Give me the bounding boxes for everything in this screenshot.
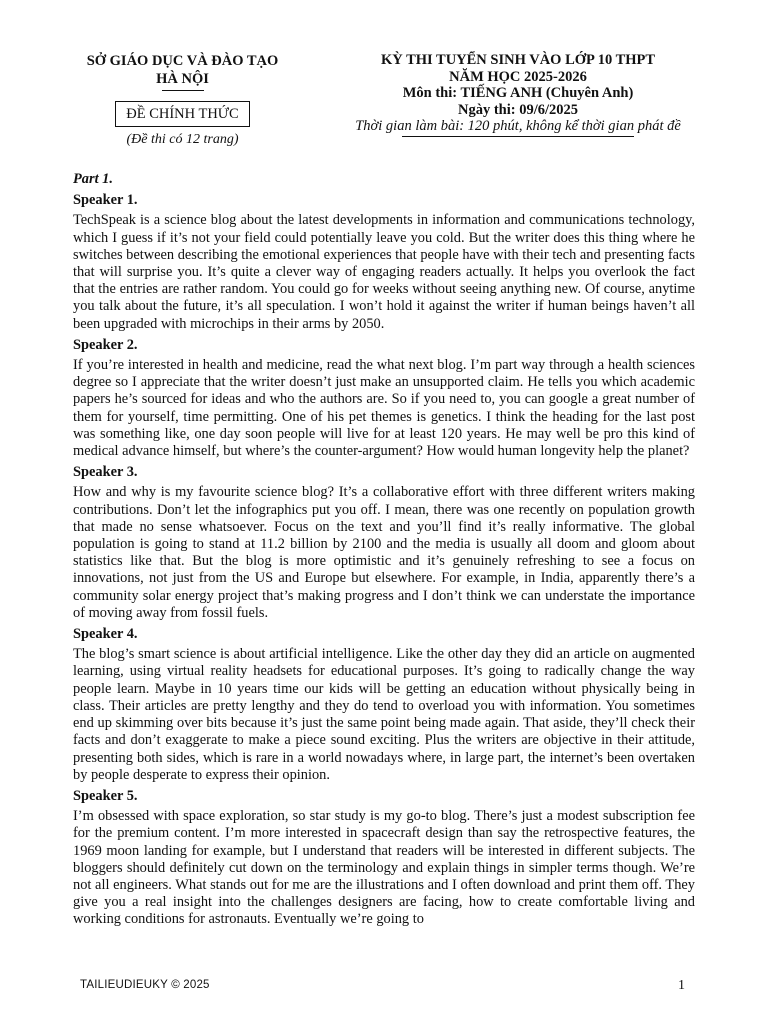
speaker-label: Speaker 4. (73, 626, 138, 643)
speaker-label: Speaker 5. (73, 787, 138, 804)
short-divider (162, 90, 204, 91)
city-name: HÀ NỘI (156, 71, 209, 87)
page-count-note: (Đề thi có 12 trang) (126, 132, 239, 147)
transcript-content (73, 171, 695, 929)
speaker-transcript: If you’re interested in health and medicine, read the what next blog. I’m part way through a health sciences degree so I appreciate that the writer doesn’t just make an unsupported claim. He tells you which academic papers he’s sourced for ideas and who the authors are. So if you need to, you can google a great number of them for yourself, time permitting. One of his pet themes is genetics. I think the heading for the last post was something like, one day soon people will live for at least 120 years. He may well be pro this kind of medical advance himself, but where’s the counter-argument? How would human longevity help the planet? (73, 357, 695, 460)
part-heading: Part 1. (73, 171, 113, 187)
exam-title: KỲ THI TUYỂN SINH VÀO LỚP 10 THPT (380, 52, 656, 68)
issuing-authority-block (60, 52, 305, 148)
exam-date: Ngày thi: 09/6/2025 (457, 101, 579, 118)
school-year: NĂM HỌC 2025-2026 (449, 68, 587, 85)
speaker-transcript: TechSpeak is a science blog about the latest developments in information and communications technology, which I guess if it’s not your field could potentially leave you cold. But the writer does this thing where he switches between describing the emotional experiences that people have with their tech and presenting facts that will surprise you. It’s quite a clever way of engaging readers actually. It helps you overlook the fact that the entries are rather random. You could go for weeks without seeing anything new. Of course, anytime you talk about the future, it’s all speculation. I won’t hold it against the writer if human beings haven’t all been upgraded with microchips in their arms by 2050. (73, 212, 695, 332)
speaker-transcript: I’m obsessed with space exploration, so star study is my go-to blog. There’s just a modest subscription fee for the premium content. I’m more interested in spacecraft design than say the retrospective features, the 1969 moon landing for example, but I understand that readers will be interested in different subjects. The bloggers should definitely cut down on the terminology and explain things in simpler terms though. We’re not all engineers. What stands out for me are the illustrations and I often download and print them off. They give you a real insight into the challenges designers are facing, how to create comfortable living and working conditions for astronauts. Eventually we’re going to (73, 808, 695, 928)
speaker-label: Speaker 1. (73, 192, 138, 209)
speaker-transcript: The blog’s smart science is about artificial intelligence. Like the other day they did an article on augmented learning, using virtual reality headsets for educational purposes. It’s going to radically change the way people learn. Maybe in 10 years time our kids will be getting an education without physically being in class. Their articles are pretty lengthy and they do tend to overload you with information. You sometimes end up skimming over bits because it’s just the same point being made again. That aside, they’ll check their facts and don’t exaggerate to make a piece sound exciting. Plus the writers are objective in their attitude, presenting both sides, which is rare in a world nowadays where, in large part, the internet’s been overtaken by people desperate to express their opinion. (73, 646, 695, 783)
department-name: SỞ GIÁO DỤC VÀ ĐÀO TẠO (86, 53, 279, 69)
footer-watermark: TAILIEUDIEUKY © 2025 (80, 979, 210, 991)
long-divider (402, 136, 634, 137)
speaker-transcript: How and why is my favourite science blog? It’s a collaborative effort with three different writers making contributions. Don’t let the infographics put you off. I mean, there was one recently on population growth that made no sense whatsoever. Focus on the text and you’ll find it’s really informative. The global population is going to stand at 11.2 billion by 2100 and the media is usually all doom and gloom about statistics like that. But the blog is more optimistic and it’s genuinely refreshing to see a focus on innovations, not just from the US and Europe but elsewhere. For example, in India, apparently there’s a community solar energy project that’s making progress and I don’t think we can understate the importance of moving away from fossil fuels. (73, 484, 695, 621)
exam-subject: Môn thi: TIẾNG ANH (Chuyên Anh) (402, 85, 634, 101)
exam-info-block (318, 52, 718, 137)
page-number: 1 (678, 978, 685, 993)
speaker-label: Speaker 3. (73, 464, 138, 481)
official-exam-box: ĐỀ CHÍNH THỨC (115, 101, 249, 127)
exam-duration: Thời gian làm bài: 120 phút, không kể thời gian phát đề (355, 118, 681, 134)
speaker-label: Speaker 2. (73, 336, 138, 353)
